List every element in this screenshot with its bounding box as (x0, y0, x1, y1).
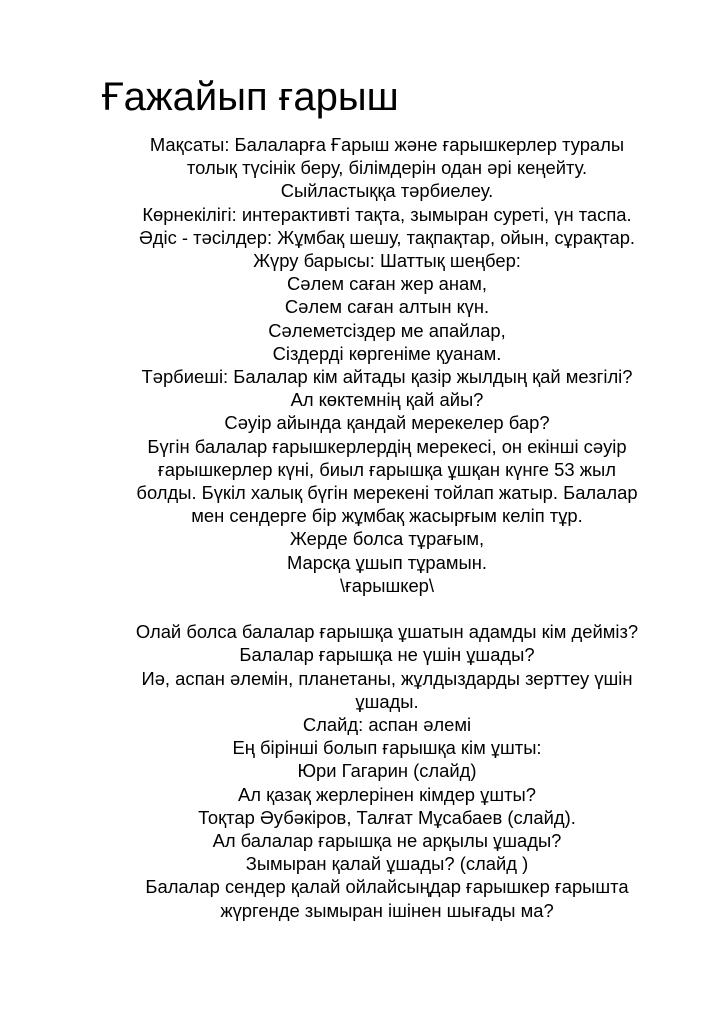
text-line: Слайд: аспан әлемі (302, 714, 472, 736)
text-line: Сәлем саған жер анам, (286, 273, 488, 295)
text-line: Сәлем саған алтын күн. (284, 296, 490, 318)
text-line: жүргенде зымыран ішінен шығады ма? (220, 899, 554, 921)
blank-line (92, 597, 682, 620)
text-line: \ғарышкер\ (339, 574, 435, 596)
text-line: Олай болса балалар ғарышқа ұшатын адамды кім дейміз? (135, 621, 639, 643)
text-line: Сәуір айында қандай мерекелер бар? (224, 412, 550, 434)
text-line: Ал балалар ғарышқа не арқылы ұшады? (212, 830, 562, 852)
document-body (92, 133, 682, 922)
text-line: Бүгін балалар ғарышкерлердің мерекесі, он екінші сәуір (147, 435, 627, 457)
text-line: Жүру барысы: Шаттық шеңбер: (253, 250, 521, 272)
text-line: Зымыран қалай ұшады? (слайд ) (245, 853, 529, 875)
text-line: Тәрбиеші: Балалар кім айтады қазір жылдың қай мезгілі? (141, 366, 633, 388)
text-line: Сыйластыққа тәрбиелеу. (280, 180, 494, 202)
text-line: Юри Гагарин (слайд) (297, 760, 477, 782)
page-title: Ғажайып ғарыш (102, 75, 399, 119)
text-line: Әдіс - тәсілдер: Жұмбақ шешу, тақпақтар, ойын, сұрақтар. (138, 226, 636, 248)
text-line: Тоқтар Әубәкіров, Талғат Мұсабаев (слайд). (198, 806, 576, 828)
text-line: Ең бірінші болып ғарышқа кім ұшты: (232, 737, 542, 759)
text-line: болды. Бүкіл халық бүгін мерекені тойлап жатыр. Балалар (136, 482, 638, 504)
text-line: Сәлеметсіздер ме апайлар, (268, 319, 506, 341)
text-line: Марсқа ұшып тұрамын. (287, 551, 487, 573)
text-line: Балалар сендер қалай ойлайсыңдар ғарышкер ғарышта (145, 876, 629, 898)
text-line: Иә, аспан әлемін, планетаны, жұлдыздарды зерттеу үшін (141, 667, 633, 689)
text-line: Ал көктемнің қай айы? (290, 389, 484, 411)
text-line: Сіздерді көргеніме қуанам. (272, 342, 502, 364)
text-line: Көрнекілігі: интерактивті тақта, зымыран суреті, үн таспа. (142, 203, 632, 225)
text-line: толық түсінік беру, білімдерін одан әрі кеңейту. (186, 157, 588, 179)
text-line: Мақсаты: Балаларға Ғарыш және ғарышкерлер туралы (149, 134, 625, 155)
text-line: Балалар ғарышқа не үшін ұшады? (239, 644, 535, 666)
text-line: мен сендерге бір жұмбақ жасырғым келіп тұр. (191, 505, 583, 527)
text-line: ғарышкерлер күні, биыл ғарышқа ұшқан күнге 53 жыл (158, 458, 616, 480)
text-line: Жерде болса тұрағым, (289, 528, 485, 550)
text-line: ұшады. (355, 690, 419, 712)
text-line: Ал қазақ жерлерінен кімдер ұшты? (238, 783, 536, 805)
